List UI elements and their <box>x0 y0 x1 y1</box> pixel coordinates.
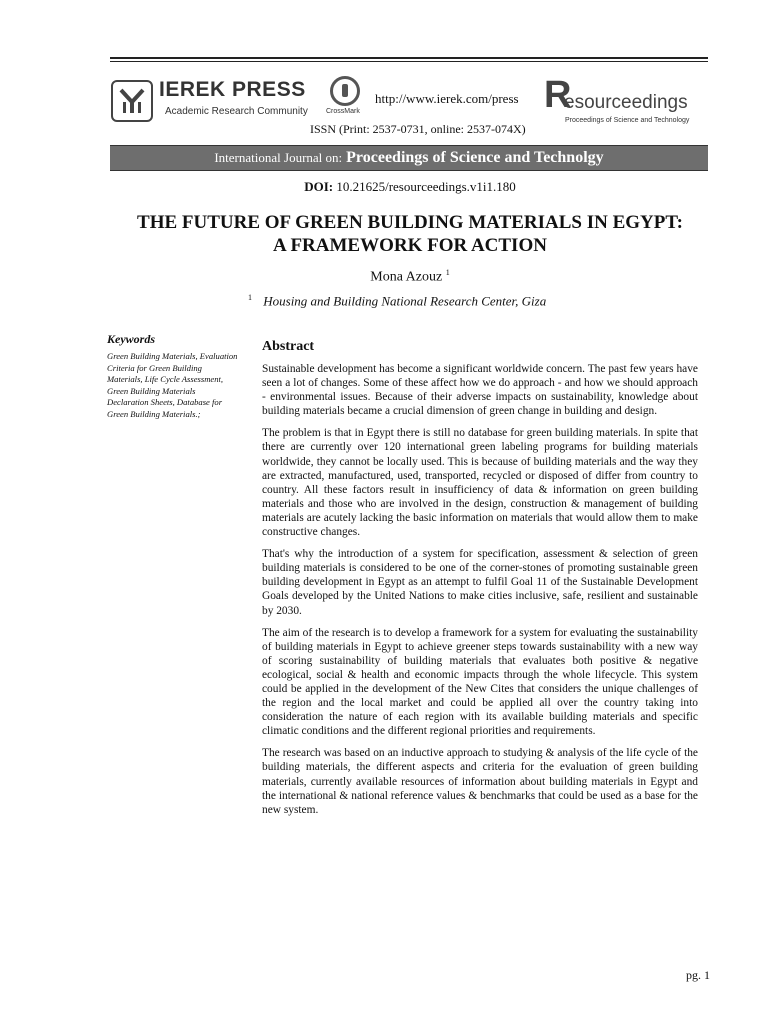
title-line-2: A FRAMEWORK FOR ACTION <box>273 235 547 256</box>
ierek-mark-icon <box>111 80 153 122</box>
resourceedings-logo[interactable] <box>544 74 714 126</box>
header-rule-thin <box>110 61 708 62</box>
title-line-1: THE FUTURE OF GREEN BUILDING MATERIALS IN EGYPT: <box>137 212 683 233</box>
header-rule <box>110 57 708 59</box>
journal-name: Proceedings of Science and Technolgy <box>346 149 604 166</box>
abstract-paragraph: The problem is that in Egypt there is still no database for green building materials. In spite that there are currently over 120 international green labeling programs for building materials worldwide, they cannot be locally used. This is because of building materials and the way they are extracted, manufactured, used, transported, recycled or disposed of differ from country to country. All these factors result in insufficiency of data & information on green building materials and those who are involved in the design, construction & management of building materials are acutely lacking the basic information on materials that would allow them to make constructive changes. <box>262 427 698 539</box>
paper-title <box>100 211 720 257</box>
author-line <box>0 268 768 286</box>
crossmark-logo[interactable] <box>326 76 366 120</box>
resourceedings-r-icon: R <box>544 74 572 116</box>
author-superscript: 1 <box>445 268 450 277</box>
affiliation <box>248 293 546 309</box>
crossmark-icon <box>330 76 360 106</box>
journal-prefix: International Journal on: <box>214 150 343 165</box>
affiliation-superscript: 1 <box>248 293 252 302</box>
keywords-text: Green Building Materials, Evaluation Criteria for Green Building Materials, Life Cycle Assessment, Green Building Materials Declaration Sheets, Database for Green Building Materials.; <box>107 351 238 419</box>
issn-text: ISSN (Print: 2537-0731, online: 2537-074X) <box>310 122 526 136</box>
ierek-press-logo[interactable] <box>111 80 311 124</box>
doi-line <box>0 179 768 195</box>
journal-band <box>110 145 708 171</box>
resourceedings-name: esourceedings <box>564 92 688 113</box>
abstract-paragraph: The aim of the research is to develop a framework for a system for evaluating the sustainability of building materials in Egypt to achieve greener steps towards sustainability with a new way of scoring sustainability of building materials that evaluates both positive & negative ecological, social & health and economic impacts through the whole lifecycle. This system could be applied in the development of the New Cites that considers the unique challenges of the region and the local market and could be applied all over the country taking into consideration the nature of each region with its available building materials and specific climatic conditions and the different regional priorities and requirements. <box>262 626 698 738</box>
doi-value[interactable]: 10.21625/resourceedings.v1i1.180 <box>336 179 516 194</box>
abstract-body <box>262 362 698 825</box>
crossmark-label: CrossMark <box>326 108 360 115</box>
abstract-paragraph: Sustainable development has become a significant worldwide concern. The past few years have seen a lot of changes. Some of these affect how we do approach - and how we should approach - environmental issues. Because of their adverse impacts on sustainability, knowledge about building materials became a crucial dimension of green change in building and design. <box>262 363 698 418</box>
keywords-heading: Keywords <box>107 332 155 346</box>
doi-label: DOI: <box>304 179 334 194</box>
author-name: Mona Azouz <box>370 269 443 285</box>
journal-url-link[interactable]: http://www.ierek.com/press <box>375 91 519 106</box>
publisher-subtitle: Academic Research Community <box>165 106 308 117</box>
resourceedings-subtitle: Proceedings of Science and Technology <box>565 117 690 124</box>
abstract-paragraph: The research was based on an inductive approach to studying & analysis of the life cycle of the building materials, the different aspects and criteria for the evaluation of green building materials, currently available resources of information about building materials in Egypt and the international & national reference values & benchmarks that could be used as a base for the new system. <box>262 747 698 816</box>
affiliation-text: Housing and Building National Research Center, Giza <box>263 293 547 309</box>
page-number: pg. 1 <box>686 968 710 982</box>
abstract-paragraph: That's why the introduction of a system for specification, assessment & selection of green building materials is considered to be one of the corner-stones of promoting sustainable green building development in Egypt as an attempt to fulfil Goal 11 of the Sustainable Development Goals developed by the United Nations to make cities inclusive, safe, resilient and sustainable by 2030. <box>262 548 698 617</box>
abstract-heading: Abstract <box>262 339 315 354</box>
publisher-name: IEREK PRESS <box>159 78 306 101</box>
